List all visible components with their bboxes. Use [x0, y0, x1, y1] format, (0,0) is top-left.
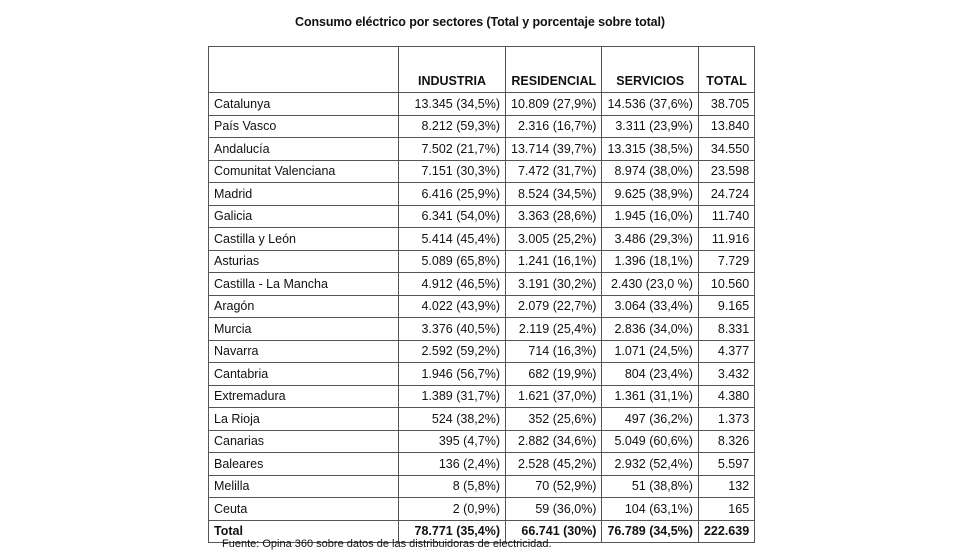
cell-residencial: 3.363 (28,6%) [506, 205, 602, 228]
cell-industria: 6.416 (25,9%) [399, 183, 506, 206]
table-row [209, 295, 755, 318]
cell-industria: 524 (38,2%) [399, 408, 506, 431]
cell-total: 24.724 [698, 183, 754, 206]
total-industria: 78.771 (35,4%) [399, 520, 506, 543]
cell-industria: 2 (0,9%) [399, 498, 506, 521]
cell-servicios: 1.396 (18,1%) [602, 250, 698, 273]
table-row [209, 430, 755, 453]
cell-region: Extremadura [209, 385, 399, 408]
cell-industria: 5.089 (65,8%) [399, 250, 506, 273]
cell-region: La Rioja [209, 408, 399, 431]
cell-industria: 7.502 (21,7%) [399, 138, 506, 161]
cell-total: 8.326 [698, 430, 754, 453]
cell-total: 10.560 [698, 273, 754, 296]
cell-region: Navarra [209, 340, 399, 363]
header-region [209, 47, 399, 93]
cell-servicios: 2.932 (52,4%) [602, 453, 698, 476]
cell-servicios: 1.361 (31,1%) [602, 385, 698, 408]
cell-region: Madrid [209, 183, 399, 206]
cell-region: Galicia [209, 205, 399, 228]
table-row [209, 273, 755, 296]
cell-servicios: 3.311 (23,9%) [602, 115, 698, 138]
cell-servicios: 9.625 (38,9%) [602, 183, 698, 206]
cell-servicios: 1.071 (24,5%) [602, 340, 698, 363]
cell-residencial: 714 (16,3%) [506, 340, 602, 363]
cell-servicios: 8.974 (38,0%) [602, 160, 698, 183]
cell-industria: 136 (2,4%) [399, 453, 506, 476]
total-label: Total [209, 520, 399, 543]
cell-total: 4.380 [698, 385, 754, 408]
cell-total: 11.916 [698, 228, 754, 251]
cell-total: 1.373 [698, 408, 754, 431]
cell-region: Aragón [209, 295, 399, 318]
cell-residencial: 10.809 (27,9%) [506, 93, 602, 116]
cell-industria: 5.414 (45,4%) [399, 228, 506, 251]
header-industria: INDUSTRIA [399, 47, 506, 93]
cell-servicios: 5.049 (60,6%) [602, 430, 698, 453]
table-row [209, 340, 755, 363]
header-row [209, 47, 755, 93]
cell-region: Baleares [209, 453, 399, 476]
cell-servicios: 497 (36,2%) [602, 408, 698, 431]
cell-total: 5.597 [698, 453, 754, 476]
cell-industria: 4.912 (46,5%) [399, 273, 506, 296]
cell-residencial: 2.882 (34,6%) [506, 430, 602, 453]
cell-industria: 8.212 (59,3%) [399, 115, 506, 138]
cell-industria: 1.946 (56,7%) [399, 363, 506, 386]
cell-region: Cantabria [209, 363, 399, 386]
cell-residencial: 3.191 (30,2%) [506, 273, 602, 296]
cell-residencial: 352 (25,6%) [506, 408, 602, 431]
total-residencial: 66.741 (30%) [506, 520, 602, 543]
cell-industria: 6.341 (54,0%) [399, 205, 506, 228]
cell-residencial: 2.528 (45,2%) [506, 453, 602, 476]
cell-region: Castilla - La Mancha [209, 273, 399, 296]
cell-servicios: 2.430 (23,0 %) [602, 273, 698, 296]
cell-total: 34.550 [698, 138, 754, 161]
cell-residencial: 1.621 (37,0%) [506, 385, 602, 408]
cell-industria: 7.151 (30,3%) [399, 160, 506, 183]
cell-total: 38.705 [698, 93, 754, 116]
table-row [209, 183, 755, 206]
cell-total: 23.598 [698, 160, 754, 183]
cell-total: 132 [698, 475, 754, 498]
table-row [209, 228, 755, 251]
cell-industria: 8 (5,8%) [399, 475, 506, 498]
table-row [209, 475, 755, 498]
cell-total: 8.331 [698, 318, 754, 341]
cell-residencial: 682 (19,9%) [506, 363, 602, 386]
cell-residencial: 1.241 (16,1%) [506, 250, 602, 273]
cell-residencial: 7.472 (31,7%) [506, 160, 602, 183]
table-row [209, 385, 755, 408]
cell-servicios: 1.945 (16,0%) [602, 205, 698, 228]
table-row [209, 160, 755, 183]
table-title: Consumo eléctrico por sectores (Total y porcentaje sobre total) [295, 15, 665, 29]
cell-industria: 4.022 (43,9%) [399, 295, 506, 318]
cell-servicios: 2.836 (34,0%) [602, 318, 698, 341]
cell-residencial: 8.524 (34,5%) [506, 183, 602, 206]
cell-servicios: 51 (38,8%) [602, 475, 698, 498]
cell-servicios: 3.486 (29,3%) [602, 228, 698, 251]
cell-total: 7.729 [698, 250, 754, 273]
cell-residencial: 3.005 (25,2%) [506, 228, 602, 251]
table-row [209, 408, 755, 431]
cell-total: 13.840 [698, 115, 754, 138]
table-row [209, 138, 755, 161]
total-servicios: 76.789 (34,5%) [602, 520, 698, 543]
cell-residencial: 2.079 (22,7%) [506, 295, 602, 318]
cell-total: 165 [698, 498, 754, 521]
header-residencial: RESIDENCIAL [506, 47, 602, 93]
cell-total: 4.377 [698, 340, 754, 363]
table-row [209, 115, 755, 138]
cell-residencial: 2.119 (25,4%) [506, 318, 602, 341]
cell-region: Andalucía [209, 138, 399, 161]
cell-industria: 2.592 (59,2%) [399, 340, 506, 363]
cell-residencial: 2.316 (16,7%) [506, 115, 602, 138]
cell-residencial: 70 (52,9%) [506, 475, 602, 498]
cell-total: 9.165 [698, 295, 754, 318]
cell-servicios: 14.536 (37,6%) [602, 93, 698, 116]
table-row [209, 250, 755, 273]
source-note: Fuente: Opina 360 sobre datos de las distribuidoras de electricidad. [222, 538, 552, 550]
cell-region: Ceuta [209, 498, 399, 521]
cell-region: Comunitat Valenciana [209, 160, 399, 183]
table-row [209, 205, 755, 228]
cell-servicios: 804 (23,4%) [602, 363, 698, 386]
electricity-consumption-table [208, 46, 755, 543]
cell-total: 3.432 [698, 363, 754, 386]
table-row [209, 93, 755, 116]
cell-residencial: 13.714 (39,7%) [506, 138, 602, 161]
cell-industria: 395 (4,7%) [399, 430, 506, 453]
table-row [209, 498, 755, 521]
table-row [209, 363, 755, 386]
cell-servicios: 3.064 (33,4%) [602, 295, 698, 318]
cell-region: Castilla y León [209, 228, 399, 251]
cell-servicios: 104 (63,1%) [602, 498, 698, 521]
total-total: 222.639 [698, 520, 754, 543]
cell-total: 11.740 [698, 205, 754, 228]
header-servicios: SERVICIOS [602, 47, 698, 93]
cell-region: Asturias [209, 250, 399, 273]
cell-residencial: 59 (36,0%) [506, 498, 602, 521]
cell-industria: 1.389 (31,7%) [399, 385, 506, 408]
cell-servicios: 13.315 (38,5%) [602, 138, 698, 161]
cell-region: Catalunya [209, 93, 399, 116]
cell-industria: 13.345 (34,5%) [399, 93, 506, 116]
cell-industria: 3.376 (40,5%) [399, 318, 506, 341]
table-row [209, 453, 755, 476]
header-total: TOTAL [698, 47, 754, 93]
table-row [209, 318, 755, 341]
cell-region: Canarias [209, 430, 399, 453]
cell-region: Murcia [209, 318, 399, 341]
cell-region: País Vasco [209, 115, 399, 138]
cell-region: Melilla [209, 475, 399, 498]
